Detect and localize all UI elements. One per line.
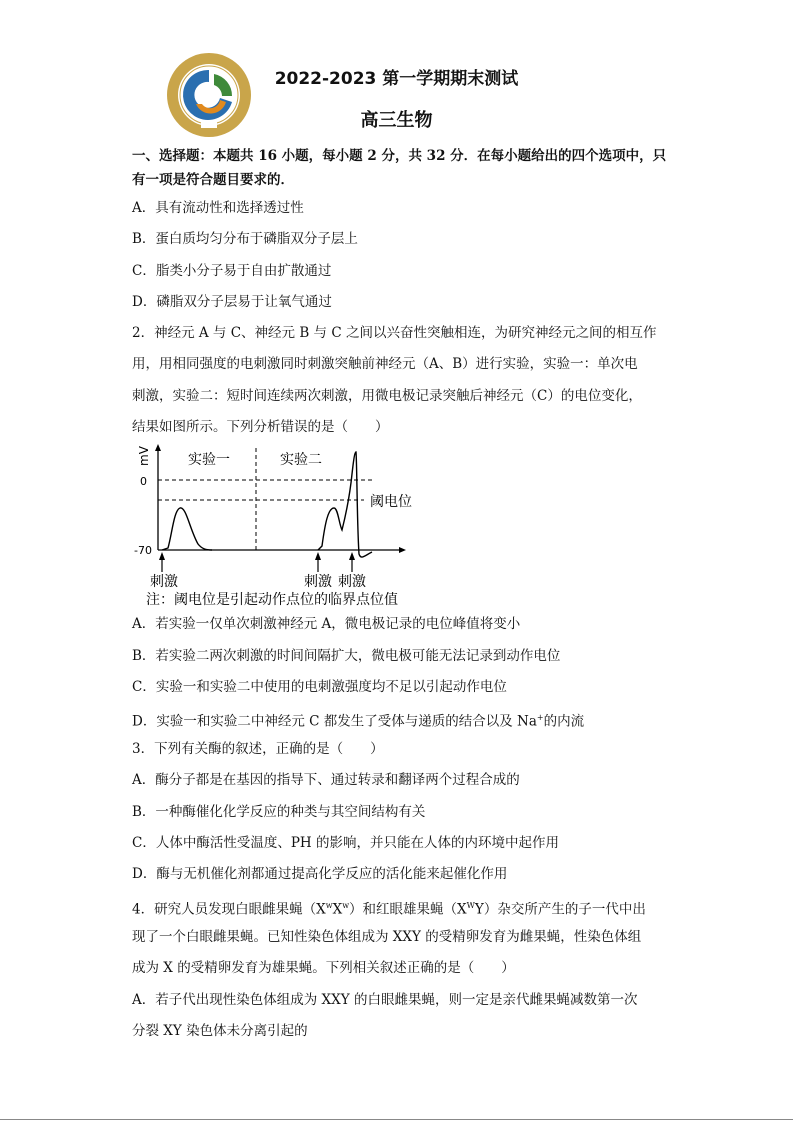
- stim-arrow-3: [349, 552, 355, 572]
- q1-option-b: B．蛋白质均匀分布于磷脂双分子层上: [132, 231, 358, 247]
- page-bottom-rule: [0, 1119, 793, 1120]
- q4-stem-line1: 4．研究人员发现白眼雌果蝇$(X^wX^w)$和红眼雄果蝇$(X^WY)$杂交所产生的子一代中出: [132, 901, 646, 918]
- q3-option-b: B．一种酶催化化学反应的种类与其空间结构有关: [132, 804, 426, 820]
- q4-option-a-line2: 分裂 XY 染色体未分离引起的: [132, 1023, 308, 1039]
- figure-note: 注：阈电位是引起动作点位的临界点位值: [146, 592, 398, 608]
- membrane-potential-figure: [132, 444, 432, 610]
- tick-rest: -70: [134, 544, 152, 557]
- q4-stem-line2: 现了一个白眼雌果蝇。已知性染色体组成为 XXY 的受精卵发育为雌果蝇，性染色体组: [132, 929, 642, 945]
- threshold-label: 阈电位: [370, 494, 412, 510]
- q2-option-b: B．若实验二两次刺激的时间间隔扩大，微电极可能无法记录到动作电位: [132, 648, 561, 664]
- q2-stem-line2: 用，用相同强度的电刺激同时刺激突触前神经元（A、B）进行实验，实验一：单次电: [132, 356, 638, 372]
- q3-option-d: D．酶与无机催化剂都通过提高化学反应的活化能来起催化作用: [132, 866, 508, 882]
- section-heading-line1: 一、选择题：本题共 16 小题，每小题 2 分，共 32 分．在每小题给出的四个选项中，只: [132, 148, 667, 164]
- page-title: 2022-2023 第一学期期末测试: [274, 69, 519, 89]
- q2-option-d: D．实验一和实验二中神经元 C 都发生了受体与递质的结合以及 Na+的内流: [132, 713, 585, 730]
- q4-stem-line3: 成为 X 的受精卵发育为雄果蝇。下列相关叙述正确的是（ ）: [132, 960, 515, 976]
- q2-option-c: C．实验一和实验二中使用的电刺激强度均不足以引起动作电位: [132, 679, 507, 695]
- stim-label-1: 刺激: [150, 574, 178, 590]
- q4-option-a-line1: A．若子代出现性染色体组成为 XXY 的白眼雌果蝇，则一定是亲代雌果蝇减数第一次: [132, 992, 638, 1008]
- x-axis-arrow-icon: [399, 547, 406, 553]
- stim-arrow-2: [315, 552, 321, 572]
- label-exp2: 实验二: [280, 452, 322, 468]
- q2-option-a: A．若实验一仅单次刺激神经元 A，微电极记录的电位峰值将变小: [132, 616, 521, 632]
- q3-stem: 3．下列有关酶的叙述，正确的是（ ）: [132, 741, 384, 757]
- y-axis-label: mV: [137, 446, 151, 466]
- q3-option-c: C．人体中酶活性受温度、PH 的影响，并只能在人体的内环境中起作用: [132, 835, 559, 851]
- stim-arrow-1: [159, 552, 165, 572]
- stim-label-3: 刺激: [338, 574, 366, 590]
- stim-label-2: 刺激: [304, 574, 332, 590]
- exp2-curve: [318, 452, 372, 557]
- section-heading-line2: 有一项是符合题目要求的．: [132, 172, 294, 188]
- q1-option-c: C．脂类小分子易于自由扩散通过: [132, 263, 332, 279]
- q2-stem-line3: 刺激，实验二：短时间连续两次刺激，用微电极记录突触后神经元（C）的电位变化，: [132, 388, 642, 404]
- q3-option-a: A．酶分子都是在基因的指导下、通过转录和翻译两个过程合成的: [132, 772, 520, 788]
- q1-option-d: D．磷脂双分子层易于让氧气通过: [132, 294, 332, 310]
- exp1-curve: [162, 508, 212, 550]
- q2-stem-line1: 2．神经元 A 与 C、神经元 B 与 C 之间以兴奋性突触相连，为研究神经元之间的相互作: [132, 325, 657, 341]
- q2-stem-line4: 结果如图所示。下列分析错误的是（ ）: [132, 419, 389, 435]
- q1-option-a: A．具有流动性和选择透过性: [132, 200, 304, 216]
- tick-zero: 0: [140, 475, 147, 488]
- label-exp1: 实验一: [188, 452, 230, 468]
- y-axis-arrow-icon: [155, 444, 161, 451]
- page-subtitle: 高三生物: [360, 110, 433, 131]
